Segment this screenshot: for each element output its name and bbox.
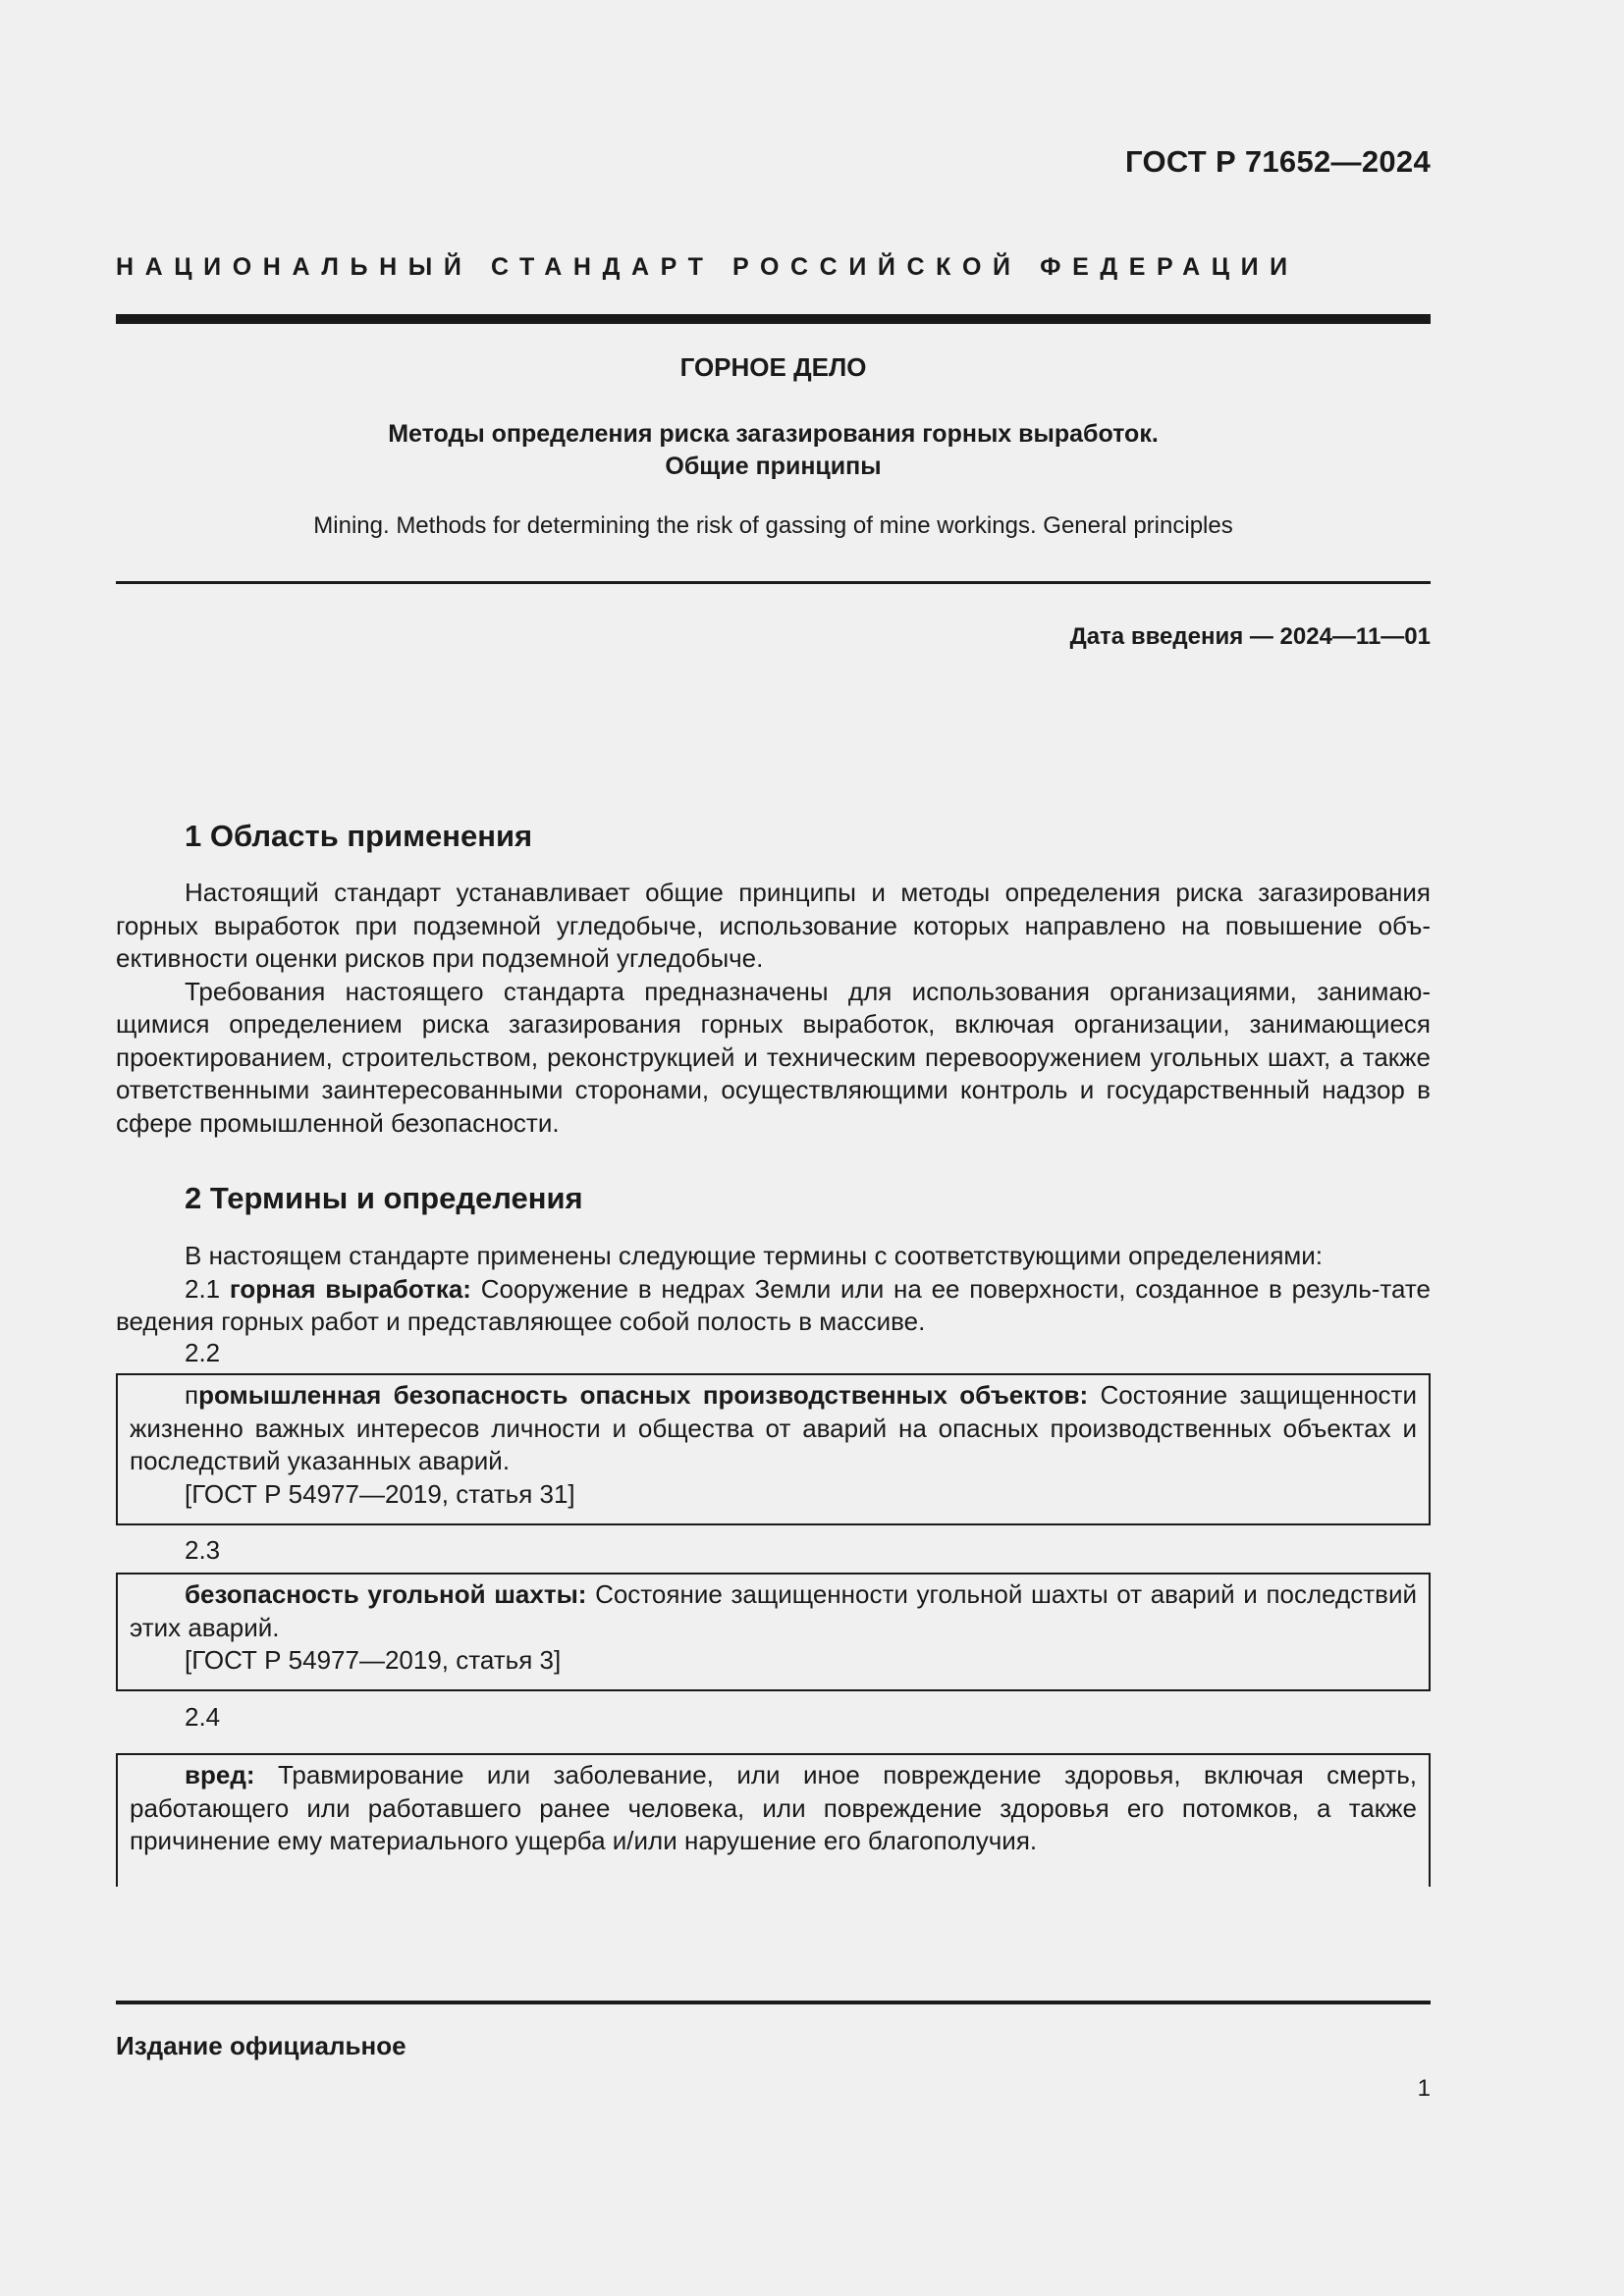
title-line-2: Общие принципы [665, 453, 882, 480]
term-2-1-definition: Сооружение в недрах Земли или на ее поверхности, созданное в резуль-тате ведения горных работ и представляющее собой полость в массиве. [116, 1273, 1431, 1336]
title-rule [116, 581, 1431, 584]
section-1-paragraph-2: Требования настоящего стандарта предназначены для использования организациями, занимаю-щимися определением риска загазирования горных выработок, включая организации, занимающиеся проектированием, строительством, реконструкцией и техническим перевооружением угольных шахт, а также ответственными заинтересованными сторонами, осуществляющими контроль и государственный надзор в сфере промышленной безопасности. [116, 976, 1431, 1138]
term-2-3-text [130, 1578, 1417, 1644]
term-2-1 [116, 1273, 1431, 1339]
term-2-2-text [130, 1379, 1417, 1478]
title-line-1: Методы определения риска загазирования горных выработок. [388, 420, 1159, 448]
document-title [116, 418, 1431, 483]
section-2-body [116, 1240, 1431, 1339]
national-standard-banner: НАЦИОНАЛЬНЫЙ СТАНДАРТ РОССИЙСКОЙ ФЕДЕРАЦИИ [116, 253, 1299, 281]
english-title: Mining. Methods for determining the risk of gassing of mine workings. General principles [313, 512, 1233, 539]
introduction-date: Дата введения — 2024—11—01 [1069, 623, 1431, 650]
term-2-4-definition: Травмирование или заболевание, или иное повреждение здоровья, включая смерть, работающего или работавшего ранее человека, или повреждение здоровья его потомков, а также причинение ему материального ущерба и/или нарушение его благополучия. [130, 1760, 1417, 1855]
page-number: 1 [1417, 2075, 1431, 2102]
section-1-heading: 1 Область применения [185, 819, 533, 853]
term-2-4-text [130, 1759, 1417, 1858]
term-2-4-number: 2.4 [185, 1702, 221, 1732]
term-2-2-prefix: п [185, 1380, 199, 1410]
term-2-2-term: ромышленная безопасность опасных производственных объектов: [198, 1380, 1089, 1410]
term-2-2-source: [ГОСТ Р 54977—2019, статья 31] [185, 1478, 575, 1509]
footer-rule [116, 2001, 1431, 2004]
term-2-1-term: горная выработка: [229, 1273, 471, 1304]
term-2-2-number: 2.2 [185, 1338, 221, 1367]
term-2-2-box [116, 1373, 1431, 1525]
section-1-paragraph-1: Настоящий стандарт устанавливает общие принципы и методы определения риска загазирования горных выработок при подземной угледобыче, использование которых направлено на повышение объ-ективности оценки рисков при подземной угледобыче. [116, 878, 1431, 973]
term-2-4-term: вред: [185, 1760, 255, 1789]
term-2-1-number: 2.1 [185, 1273, 221, 1304]
official-edition-label: Издание официальное [116, 2031, 406, 2060]
header-rule [116, 314, 1431, 324]
document-page [116, 0, 1431, 2296]
field-title: ГОРНОЕ ДЕЛО [679, 352, 867, 382]
term-2-3-definition: Состояние защищенности угольной шахты от аварий и последствий этих аварий. [130, 1579, 1417, 1642]
section-2-heading: 2 Термины и определения [185, 1181, 583, 1215]
term-2-3-number: 2.3 [185, 1535, 221, 1565]
term-2-3-term: безопасность угольной шахты: [185, 1579, 587, 1609]
term-2-4-box [116, 1753, 1431, 1887]
term-2-3-box [116, 1573, 1431, 1691]
section-2-intro: В настоящем стандарте применены следующие термины с соответствующими определениями: [185, 1241, 1324, 1270]
term-2-3-source: [ГОСТ Р 54977—2019, статья 3] [185, 1645, 562, 1675]
term-2-2-definition: Состояние защищенности жизненно важных интересов личности и общества от аварий на опасных производственных объектах и последствий указанных аварий. [130, 1380, 1417, 1475]
section-1-body [116, 877, 1431, 1140]
standard-code: ГОСТ Р 71652—2024 [1125, 144, 1431, 179]
